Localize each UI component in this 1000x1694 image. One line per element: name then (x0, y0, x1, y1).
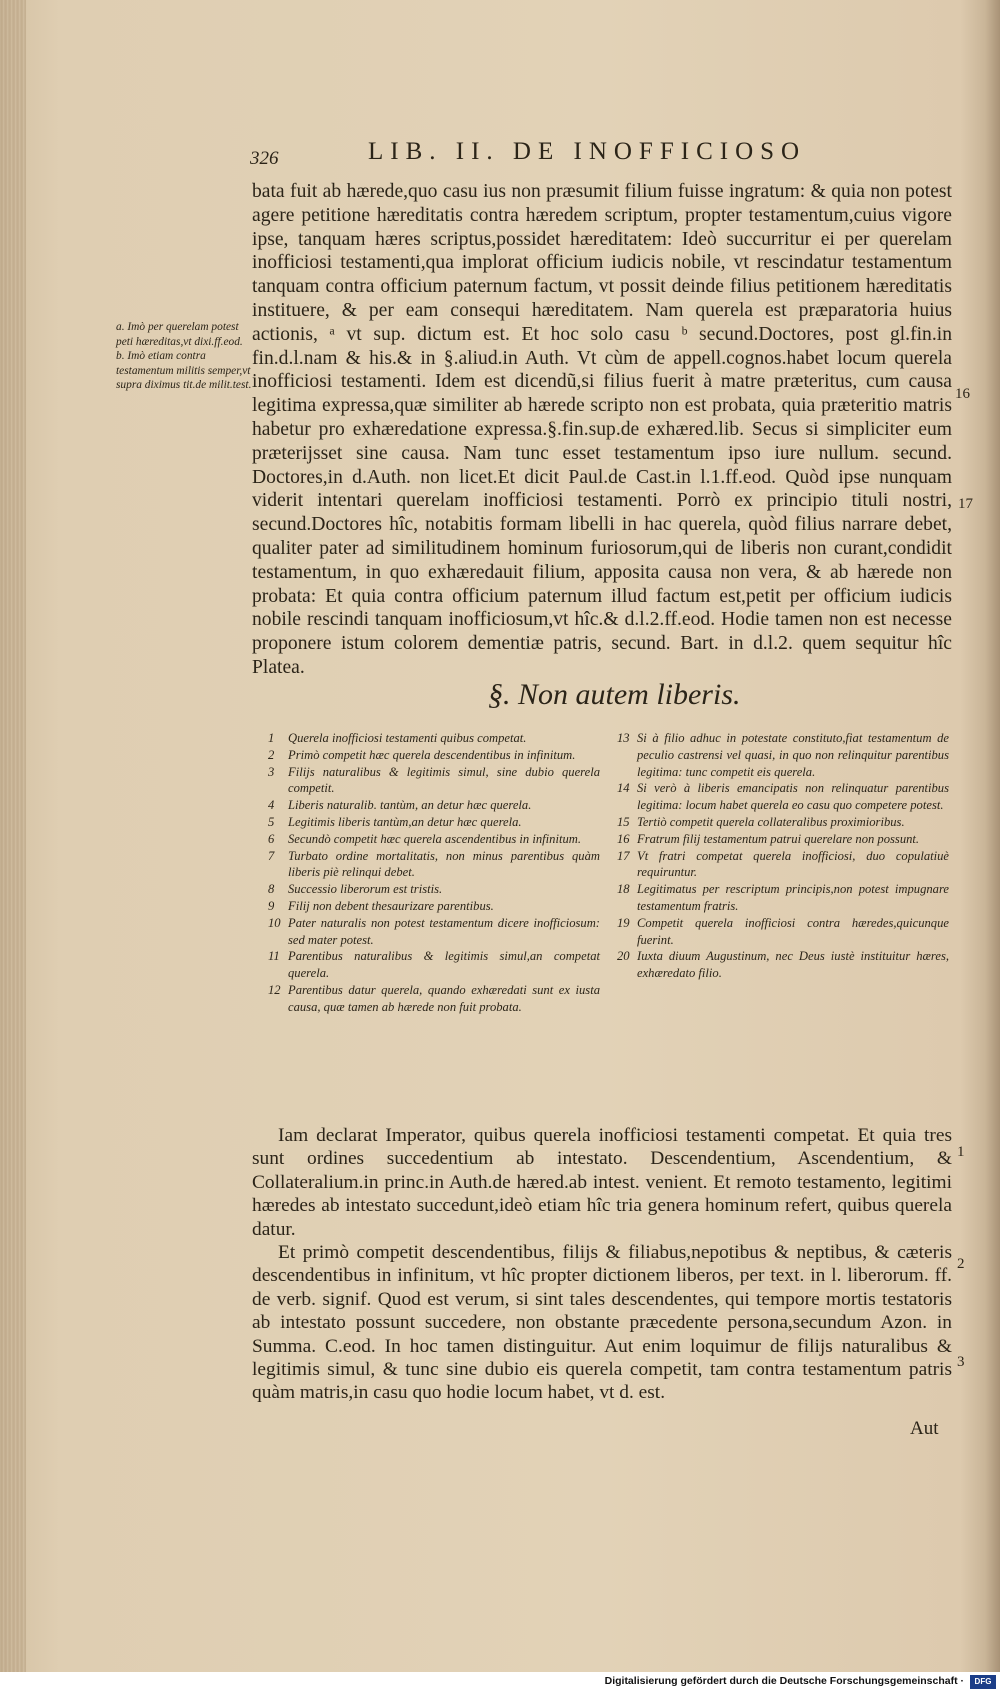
summary-item (617, 848, 949, 882)
summary-text: Successio liberorum est tristis. (288, 882, 443, 897)
summary-item (617, 730, 949, 780)
summary-list-right (617, 730, 949, 982)
margin-number: 3 (957, 1354, 965, 1370)
intro-paragraph (252, 180, 952, 680)
summary-item (268, 881, 600, 898)
summary-item (268, 747, 600, 764)
summary-item (617, 814, 949, 831)
summary-number: 5 (268, 814, 275, 829)
summary-item (268, 764, 600, 798)
summary-number: 15 (617, 814, 630, 829)
summary-number: 6 (268, 831, 275, 846)
section-heading: §. Non autem liberis. (488, 678, 741, 711)
summary-text: Iuxta diuum Augustinum, nec Deus iustè instituitur hæres, exhæredato filio. (637, 949, 949, 981)
summary-item (617, 915, 949, 949)
summary-text: Legitimis liberis tantùm,an detur hæc querela. (288, 814, 522, 829)
margin-number: 1 (957, 1144, 965, 1160)
summary-text: Parentibus naturalibus & legitimis simul,an competat querela. (288, 949, 600, 981)
summary-number: 11 (268, 949, 280, 964)
margin-note-a: a. Imò per querelam potest peti hæreditas,vt dixi.ff.eod. (116, 321, 243, 348)
main-paragraph: Et primò competit descendentibus, filijs & filiabus,nepotibus & neptibus, & cæteris descendentibus in infinitum, vt hîc propter dictionem liberos, per text. in l. liberorum. ff. de verb. signif. Quod est verum, si sint tales descendentes, qui tempore mortis testatoris ab intestato possunt succedere, non obstante præcedente persona,secundum Azon. in Summa. C.eod. In hoc tamen distinguitur. Aut enim loquimur de filijs naturalibus & legitimis simul, & tunc sine dubio eis querela competit, tam contra testamentum patris quàm matris,in casu quo hodie locum habet, vt d. est. (252, 1242, 952, 1404)
summary-number: 20 (617, 949, 630, 964)
summary-number: 18 (617, 882, 630, 897)
summary-text: Pater naturalis non potest testamentum dicere inofficiosum: sed mater potest. (288, 915, 600, 947)
summary-item (268, 848, 600, 882)
margin-number: 17 (958, 496, 973, 512)
margin-note-b: b. Imò etiam contra testamentum militis semper,vt supra diximus tit.de milit.test. (116, 350, 252, 391)
summary-item (268, 898, 600, 915)
summary-item (617, 881, 949, 915)
summary-list-left (268, 730, 600, 1016)
page-number: 326 (250, 148, 279, 169)
main-text (252, 1124, 952, 1405)
summary-item (268, 831, 600, 848)
summary-number: 1 (268, 731, 275, 745)
summary-text: Fratrum filij testamentum patrui querelare non possunt. (637, 831, 920, 846)
summary-number: 10 (268, 915, 281, 930)
summary-text: Turbato ordine mortalitatis, non minus parentibus quàm liberis piè relinqui debet. (288, 848, 600, 880)
summary-item (617, 780, 949, 814)
summary-item (617, 948, 949, 982)
summary-text: Parentibus datur querela, quando exhæredati sunt ex iusta causa, quæ tamen ab hærede non fuit probata. (288, 982, 600, 1014)
catchword: Aut (910, 1418, 939, 1439)
summary-text: Si à filio adhuc in potestate constituto,fiat testamentum de peculio castrensi vel quasi, in quo non relinquitur parentibus legitima: tunc competit eis querela. (637, 731, 949, 779)
dfg-logo-icon: DFG (970, 1675, 996, 1689)
summary-number: 19 (617, 915, 630, 930)
summary-number: 17 (617, 848, 630, 863)
margin-number: 2 (957, 1256, 965, 1272)
summary-text: Si verò à liberis emancipatis non relinquatur parentibus legitima: locum habet querela eo casu quo competere potest. (637, 781, 949, 813)
main-paragraph: Iam declarat Imperator, quibus querela inofficiosi testamenti competat. Et quia tres sunt ordines succedentium ab intestato. Descendentium, Ascendentium, & Collateralium.in princ.in Auth.de hæred.ab intest. venient. Et remoto testamento, legitimi hæredes ab intestato succedunt,ideò etiam hîc tria genera hominum refert, quibus querela datur. (252, 1125, 952, 1240)
summary-text: Legitimatus per rescriptum principis,non potest impugnare testamentum fratris. (637, 882, 949, 913)
summary-item (268, 814, 600, 831)
summary-number: 14 (617, 781, 630, 796)
summary-text: Filijs naturalibus & legitimis simul, sine dubio querela competit. (288, 764, 600, 796)
summary-number: 9 (268, 898, 275, 913)
summary-text: Vt fratri competat querela inofficiosi, duo copulatiuè requiruntur. (637, 848, 949, 880)
summary-item (268, 797, 600, 814)
page-edges (0, 0, 26, 1694)
margin-notes (116, 320, 256, 393)
summary-item (268, 730, 600, 747)
summary-item (617, 831, 949, 848)
summary-text: Liberis naturalib. tantùm, an detur hæc querela. (288, 798, 532, 813)
summary-number: 3 (268, 764, 275, 779)
summary-number: 16 (617, 831, 630, 846)
intro-text: bata fuit ab hærede,quo casu ius non præsumit filium fuisse ingratum: & quia non potest agere petitione hæreditatis contra hæredem scriptum, propter testamentum,cuius vigore ipse, tanquam hæres scriptus,possidet hæreditatem: Ideò succurritur ei per querelam inofficiosi testamenti,qua implorat officium iudicis nobile, vt rescindatur testamentum tanquam contra officium paternum factum, vt possit deinde filius petitionem hæreditatis instituere, & per eam consequi hæreditatem. Nam querela est præparatoria huius actionis, ᵃ vt sup. dictum est. Et hoc solo casu ᵇ secund.Doctores, post gl.fin.in fin.d.l.nam & his.& in §.aliud.in Auth. Vt cùm de appell.cognos.habet locum querela inofficiosi testamenti. Idem est dicendũ,si filius fuerit à matre præteritus, cum causa legitima expressa,quæ similiter ab hærede scripto non est probata, quia præteritio matris habetur pro exhæredatione expressa.§.fin.sup.de exhæred.lib. Secus si simpliciter eum præterijsset sine causa. Nam tunc esset testamentum ipso iure nullum. secund. Doctores,in d.Auth. non licet.Et dicit Paul.de Cast.in l.1.ff.eod. Quòd ipse nunquam viderit intentari querelam inofficiosi testamenti. Porrò ex principio tituli nostri, secund.Doctores hîc, notabitis formam libelli in hac querela, quòd filius narrare debet, qualiter pater ad similitudinem hominum furiosorum,qui de liberis non curant,condidit testamentum, in quo exhæredauit filium, apposita causa non vera, & ab hærede non probata: Et quia contra officium paternum illud factum est,petit per officium iudicis nobile rescindi tanquam inofficiosum,vt hîc.& d.l.2.ff.eod. Hodie tamen non est necesse proponere istum colorem dementiæ patris, secund. Bart. in d.l.2. quem sequitur hîc Platea. (252, 181, 952, 678)
summary-item (268, 948, 600, 982)
summary-number: 13 (617, 731, 630, 745)
summary-number: 7 (268, 848, 275, 863)
summary-text: Secundò competit hæc querela ascendentibus in infinitum. (288, 831, 581, 846)
summary-text: Querela inofficiosi testamenti quibus competat. (288, 731, 527, 745)
margin-number: 16 (955, 386, 970, 402)
summary-item (268, 915, 600, 949)
summary-number: 4 (268, 798, 275, 813)
header-title: LIB. II. DE INOFFICIOSO (368, 138, 807, 165)
summary-number: 2 (268, 747, 275, 762)
summary-number: 12 (268, 982, 281, 997)
digitization-footer (0, 1672, 1000, 1694)
footer-credit: Digitalisierung gefördert durch die Deutsche Forschungsgemeinschaft · (604, 1675, 964, 1687)
summary-text: Filij non debent thesaurizare parentibus. (288, 898, 494, 913)
summary-text: Tertiò competit querela collateralibus proximioribus. (637, 814, 905, 829)
summary-text: Competit querela inofficiosi contra hæredes,quicunque fuerint. (637, 915, 949, 947)
running-head (250, 138, 890, 172)
summary-item (268, 982, 600, 1016)
summary-text: Primò competit hæc querela descendentibus in infinitum. (288, 747, 576, 762)
summary-number: 8 (268, 882, 275, 897)
